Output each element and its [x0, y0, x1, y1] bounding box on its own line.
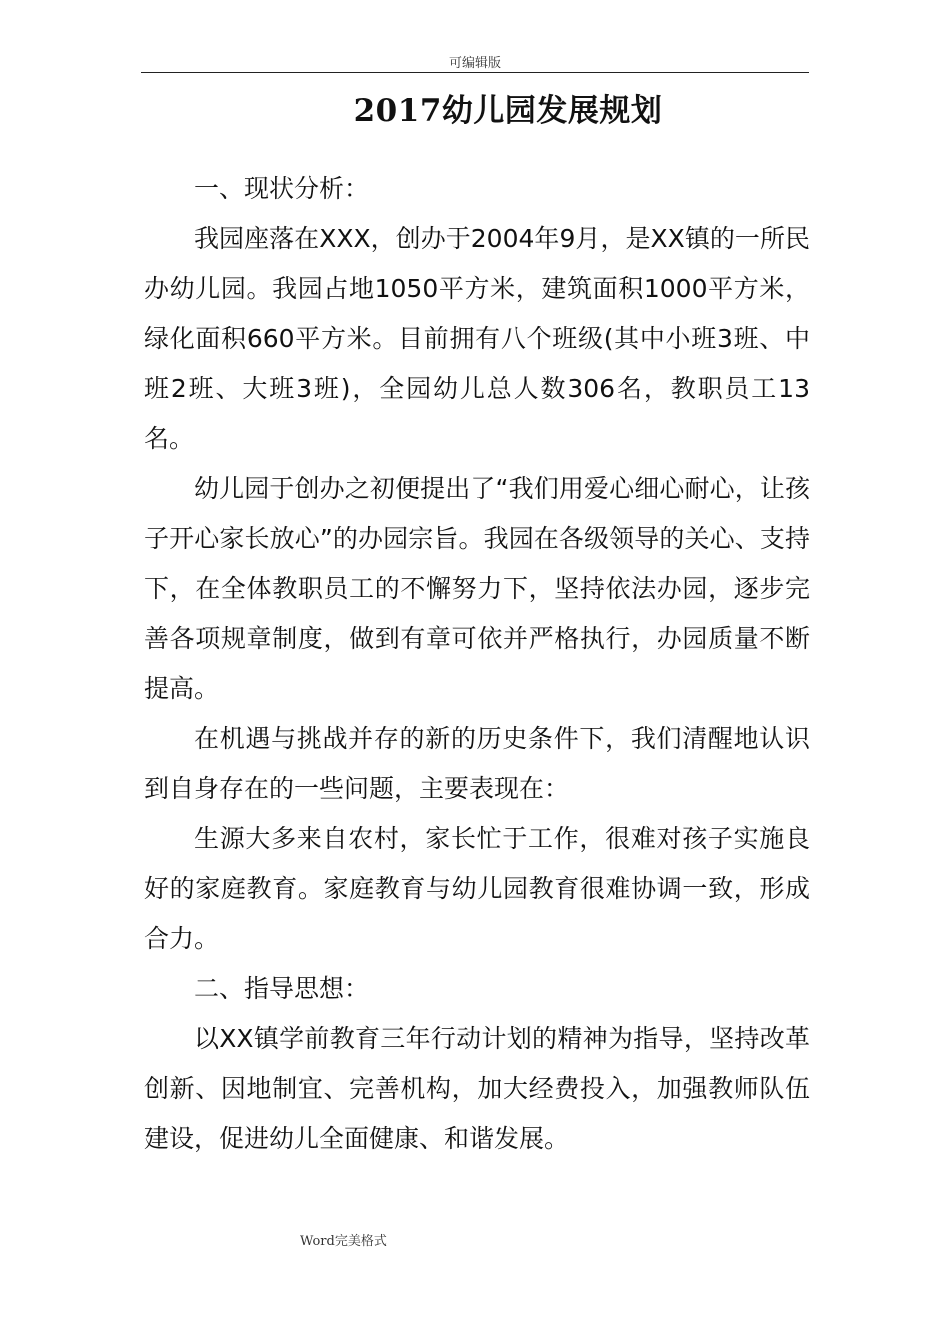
paragraph-mission: 幼儿园于创办之初便提出了“我们用爱心细心耐心，让孩子开心家长放心”的办园宗旨。我园在各级领导的关心、支持下，在全体教职员工的不懈努力下，坚持依法办园，逐步完善各项规章制度，做到有章可依并严格执行，办园质量不断提高。 [144, 474, 810, 703]
paragraph-problems-detail: 生源大多来自农村，家长忙于工作，很难对孩子实施良好的家庭教育。家庭教育与幼儿园教育很难协调一致，形成合力。 [144, 824, 810, 953]
document-title: 2017幼儿园发展规划 [353, 93, 663, 129]
document-body [144, 164, 810, 1164]
paragraph-kindergarten-overview: 我园座落在XXX，创办于2004年9月，是XX镇的一所民办幼儿园。我园占地1050平方米，建筑面积1000平方米，绿化面积660平方米。目前拥有八个班级(其中小班3班、中班2班、大班3班)，全园幼儿总人数306名，教职员工13名。 [144, 224, 810, 453]
paragraph-guiding-ideology: 以XX镇学前教育三年行动计划的精神为指导，坚持改革创新、因地制宜、完善机构，加大经费投入，加强教师队伍建设，促进幼儿全面健康、和谐发展。 [144, 1024, 810, 1153]
section-heading-guiding-ideology: 二、指导思想： [194, 974, 370, 1003]
page-header-text: 可编辑版 [448, 56, 501, 71]
section-heading-status-analysis: 一、现状分析： [194, 174, 370, 203]
page-footer-text: Word完美格式 [300, 1234, 387, 1249]
paragraph-problems-intro: 在机遇与挑战并存的新的历史条件下，我们清醒地认识到自身存在的一些问题，主要表现在： [144, 724, 810, 803]
header-divider [141, 72, 809, 73]
